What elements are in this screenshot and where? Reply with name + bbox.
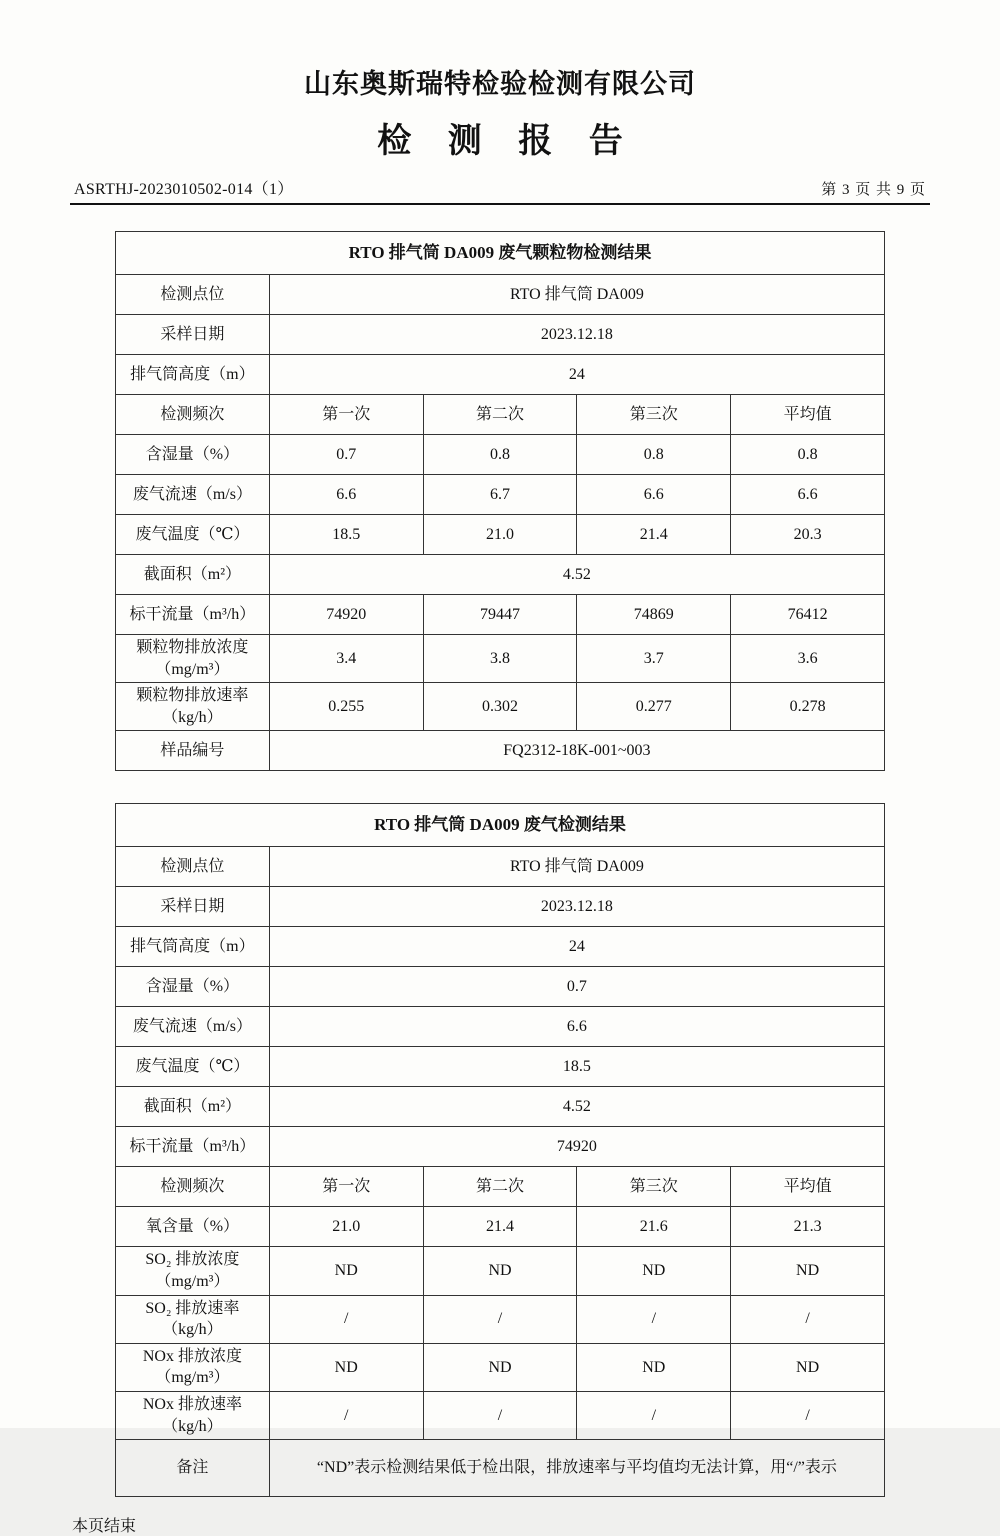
table-row bbox=[116, 395, 885, 435]
row-value: 0.7 bbox=[269, 435, 423, 475]
row-value: 第二次 bbox=[423, 1167, 577, 1207]
waste-gas-results-table-wrap bbox=[115, 803, 885, 1497]
table-caption-row bbox=[116, 232, 885, 275]
row-value: 第三次 bbox=[577, 395, 731, 435]
row-value: 第二次 bbox=[423, 395, 577, 435]
row-value: 0.255 bbox=[269, 683, 423, 731]
table-row bbox=[116, 887, 885, 927]
row-label: 氧含量（%） bbox=[116, 1207, 270, 1247]
row-value: 0.302 bbox=[423, 683, 577, 731]
row-value: 6.6 bbox=[577, 475, 731, 515]
row-label: 采样日期 bbox=[116, 315, 270, 355]
table-row bbox=[116, 1247, 885, 1295]
row-value: 20.3 bbox=[731, 515, 885, 555]
row-value: 第一次 bbox=[269, 1167, 423, 1207]
table-row bbox=[116, 1391, 885, 1439]
row-label: SO₂ 排放浓度（mg/m³） bbox=[116, 1247, 270, 1295]
row-value: 79447 bbox=[423, 595, 577, 635]
row-label: 排气筒高度（m） bbox=[116, 927, 270, 967]
row-value: 74920 bbox=[269, 595, 423, 635]
row-value: 3.8 bbox=[423, 635, 577, 683]
row-value: FQ2312-18K-001~003 bbox=[269, 731, 884, 771]
row-value: 74920 bbox=[269, 1127, 884, 1167]
row-value: ND bbox=[423, 1343, 577, 1391]
row-label: 采样日期 bbox=[116, 887, 270, 927]
particulate-results-table bbox=[115, 231, 885, 771]
report-number: ASRTHJ-2023010502-014（1） bbox=[74, 181, 294, 198]
row-label: 含湿量（%） bbox=[116, 435, 270, 475]
row-label: 检测点位 bbox=[116, 847, 270, 887]
row-value: 0.7 bbox=[269, 967, 884, 1007]
row-value: ND bbox=[269, 1343, 423, 1391]
page-end-label: 本页结束 bbox=[72, 1518, 137, 1536]
table-row bbox=[116, 435, 885, 475]
row-value: 平均值 bbox=[731, 395, 885, 435]
row-label: 检测频次 bbox=[116, 1167, 270, 1207]
row-value: 2023.12.18 bbox=[269, 315, 884, 355]
row-value: 3.6 bbox=[731, 635, 885, 683]
table-row bbox=[116, 967, 885, 1007]
table-row bbox=[116, 1207, 885, 1247]
row-value: 21.4 bbox=[423, 1207, 577, 1247]
table2-caption: RTO 排气筒 DA009 废气检测结果 bbox=[116, 804, 885, 847]
row-label: SO₂ 排放速率（kg/h） bbox=[116, 1295, 270, 1343]
table-row bbox=[116, 1295, 885, 1343]
row-label: NOx 排放速率（kg/h） bbox=[116, 1391, 270, 1439]
row-label: 检测点位 bbox=[116, 275, 270, 315]
row-label: 截面积（m²） bbox=[116, 1087, 270, 1127]
table-row bbox=[116, 315, 885, 355]
row-label: 标干流量（m³/h） bbox=[116, 1127, 270, 1167]
row-label: 废气流速（m/s） bbox=[116, 1007, 270, 1047]
row-value: / bbox=[577, 1295, 731, 1343]
table-row bbox=[116, 731, 885, 771]
row-value: 平均值 bbox=[731, 1167, 885, 1207]
row-value: 21.0 bbox=[423, 515, 577, 555]
row-value: 18.5 bbox=[269, 1047, 884, 1087]
row-value: 24 bbox=[269, 927, 884, 967]
row-value: 3.7 bbox=[577, 635, 731, 683]
row-label: 检测频次 bbox=[116, 395, 270, 435]
row-value: 0.277 bbox=[577, 683, 731, 731]
row-value: 第三次 bbox=[577, 1167, 731, 1207]
page-title: 检 测 报 告 bbox=[377, 123, 637, 160]
row-value: 18.5 bbox=[269, 515, 423, 555]
table-row bbox=[116, 635, 885, 683]
row-label: 废气流速（m/s） bbox=[116, 475, 270, 515]
table-row bbox=[116, 1440, 885, 1497]
row-label: 样品编号 bbox=[116, 731, 270, 771]
row-label: 标干流量（m³/h） bbox=[116, 595, 270, 635]
row-value: 0.278 bbox=[731, 683, 885, 731]
table-row bbox=[116, 595, 885, 635]
company-name: 山东奥斯瑞特检验检测有限公司 bbox=[304, 69, 696, 99]
row-value: 0.8 bbox=[423, 435, 577, 475]
row-value: 4.52 bbox=[269, 1087, 884, 1127]
table-row bbox=[116, 683, 885, 731]
row-value: ND bbox=[269, 1247, 423, 1295]
row-value: RTO 排气筒 DA009 bbox=[269, 275, 884, 315]
row-label: 颗粒物排放速率（kg/h） bbox=[116, 683, 270, 731]
row-value: 6.7 bbox=[423, 475, 577, 515]
header-divider bbox=[70, 203, 930, 205]
row-value: 74869 bbox=[577, 595, 731, 635]
row-value: / bbox=[269, 1295, 423, 1343]
row-value: 24 bbox=[269, 355, 884, 395]
table-row bbox=[116, 275, 885, 315]
row-value: ND bbox=[731, 1343, 885, 1391]
row-label: 废气温度（℃） bbox=[116, 1047, 270, 1087]
table-row bbox=[116, 475, 885, 515]
row-label: 含湿量（%） bbox=[116, 967, 270, 1007]
row-value: / bbox=[423, 1391, 577, 1439]
row-value: ND bbox=[577, 1247, 731, 1295]
particulate-results-table-wrap bbox=[115, 231, 885, 771]
table1-caption: RTO 排气筒 DA009 废气颗粒物检测结果 bbox=[116, 232, 885, 275]
waste-gas-results-table bbox=[115, 803, 885, 1497]
row-value: 21.6 bbox=[577, 1207, 731, 1247]
row-value: 6.6 bbox=[731, 475, 885, 515]
row-value: / bbox=[731, 1391, 885, 1439]
table-row bbox=[116, 355, 885, 395]
row-value: 第一次 bbox=[269, 395, 423, 435]
table-row bbox=[116, 1127, 885, 1167]
row-label: NOx 排放浓度（mg/m³） bbox=[116, 1343, 270, 1391]
table-row bbox=[116, 1167, 885, 1207]
row-value: / bbox=[577, 1391, 731, 1439]
row-value: 0.8 bbox=[577, 435, 731, 475]
row-value: 3.4 bbox=[269, 635, 423, 683]
row-value: / bbox=[269, 1391, 423, 1439]
row-value: ND bbox=[577, 1343, 731, 1391]
table-row bbox=[116, 847, 885, 887]
table-row bbox=[116, 1047, 885, 1087]
report-meta bbox=[60, 176, 940, 203]
row-value: 21.4 bbox=[577, 515, 731, 555]
row-value: ND bbox=[423, 1247, 577, 1295]
table-row bbox=[116, 1343, 885, 1391]
row-value: 6.6 bbox=[269, 475, 423, 515]
row-value: 0.8 bbox=[731, 435, 885, 475]
row-value: 21.0 bbox=[269, 1207, 423, 1247]
table-row bbox=[116, 927, 885, 967]
page-indicator: 第 3 页 共 9 页 bbox=[821, 182, 926, 198]
row-value: / bbox=[731, 1295, 885, 1343]
row-value: 21.3 bbox=[731, 1207, 885, 1247]
row-value: / bbox=[423, 1295, 577, 1343]
table-row bbox=[116, 555, 885, 595]
table-caption-row bbox=[116, 804, 885, 847]
row-label: 颗粒物排放浓度（mg/m³） bbox=[116, 635, 270, 683]
table-row bbox=[116, 515, 885, 555]
row-value: 6.6 bbox=[269, 1007, 884, 1047]
table-row bbox=[116, 1087, 885, 1127]
row-label: 废气温度（℃） bbox=[116, 515, 270, 555]
row-value: 2023.12.18 bbox=[269, 887, 884, 927]
table-row bbox=[116, 1007, 885, 1047]
row-value: RTO 排气筒 DA009 bbox=[269, 847, 884, 887]
row-value: ND bbox=[731, 1247, 885, 1295]
row-label: 备注 bbox=[116, 1440, 270, 1497]
row-label: 截面积（m²） bbox=[116, 555, 270, 595]
row-label: 排气筒高度（m） bbox=[116, 355, 270, 395]
row-value: 4.52 bbox=[269, 555, 884, 595]
remark-text: “ND”表示检测结果低于检出限，排放速率与平均值均无法计算，用“/”表示 bbox=[269, 1440, 884, 1497]
row-value: 76412 bbox=[731, 595, 885, 635]
